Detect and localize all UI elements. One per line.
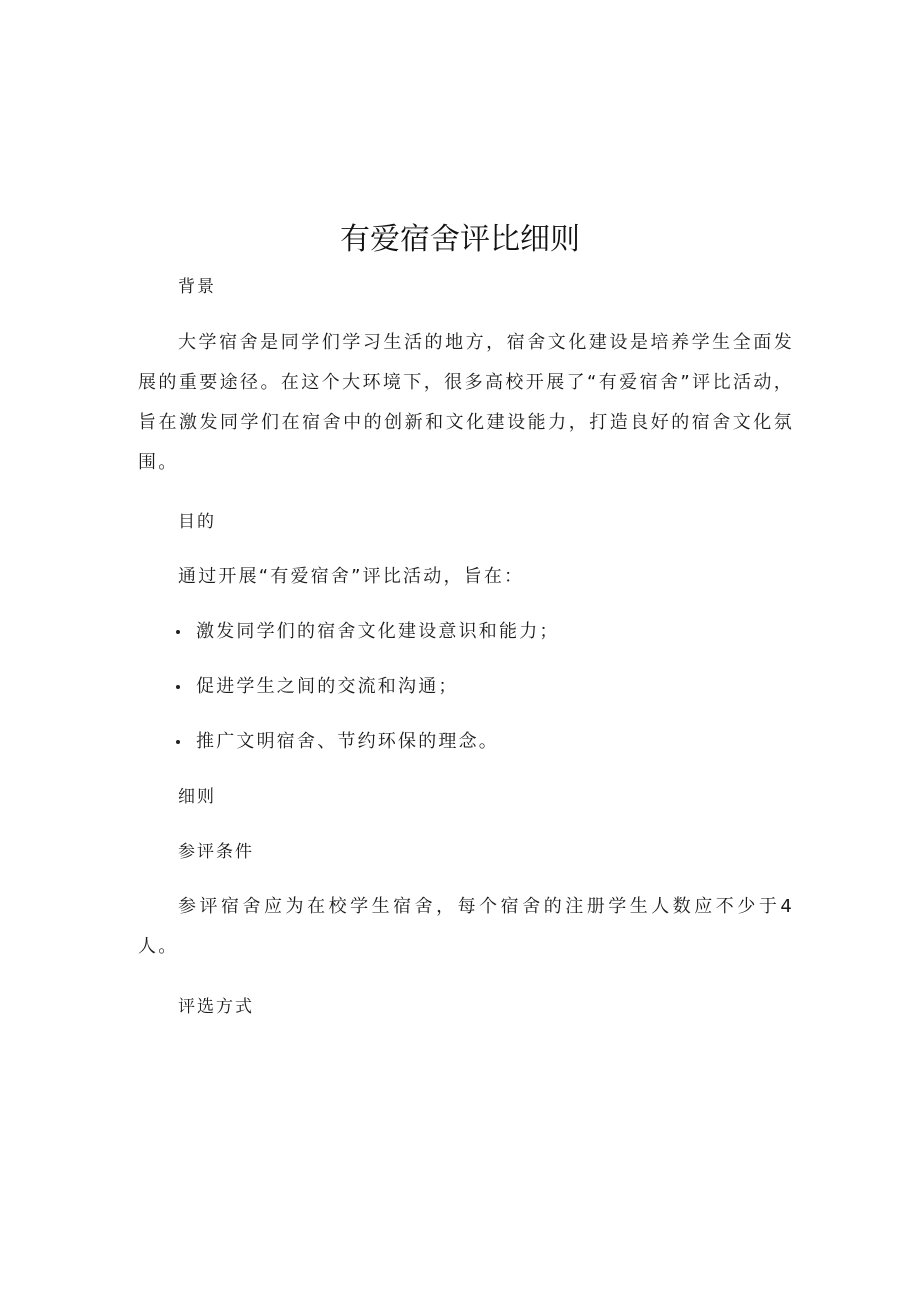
background-paragraph: 大学宿舍是同学们学习生活的地方，宿舍文化建设是培养学生全面发展的重要途径。在这个大环境下，很多高校开展了“有爱宿舍”评比活动，旨在激发同学们在宿舍中的创新和文化建设能力，打造良好的宿舍文化氛围。 xyxy=(138,332,794,473)
purpose-intro: 通过开展“有爱宿舍”评比活动，旨在： xyxy=(178,566,525,587)
section-heading-eligibility: 参评条件 xyxy=(178,842,254,862)
section-heading-background: 背景 xyxy=(178,277,216,297)
list-item xyxy=(176,615,560,649)
bullet-icon xyxy=(176,740,180,744)
section-heading-method: 评选方式 xyxy=(178,997,254,1017)
list-item xyxy=(176,725,499,759)
bullet-icon xyxy=(176,630,180,634)
list-item-text: 推广文明宿舍、节约环保的理念。 xyxy=(196,731,499,752)
document-title: 有爱宿舍评比细则 xyxy=(340,222,580,257)
bullet-icon xyxy=(176,685,180,689)
section-heading-rules: 细则 xyxy=(178,787,216,807)
list-item xyxy=(176,670,459,704)
list-item-text: 促进学生之间的交流和沟通； xyxy=(196,676,459,697)
eligibility-paragraph: 参评宿舍应为在校学生宿舍，每个宿舍的注册学生人数应不少于4人。 xyxy=(138,896,794,957)
list-item-text: 激发同学们的宿舍文化建设意识和能力； xyxy=(196,621,560,642)
section-heading-purpose: 目的 xyxy=(178,512,216,532)
